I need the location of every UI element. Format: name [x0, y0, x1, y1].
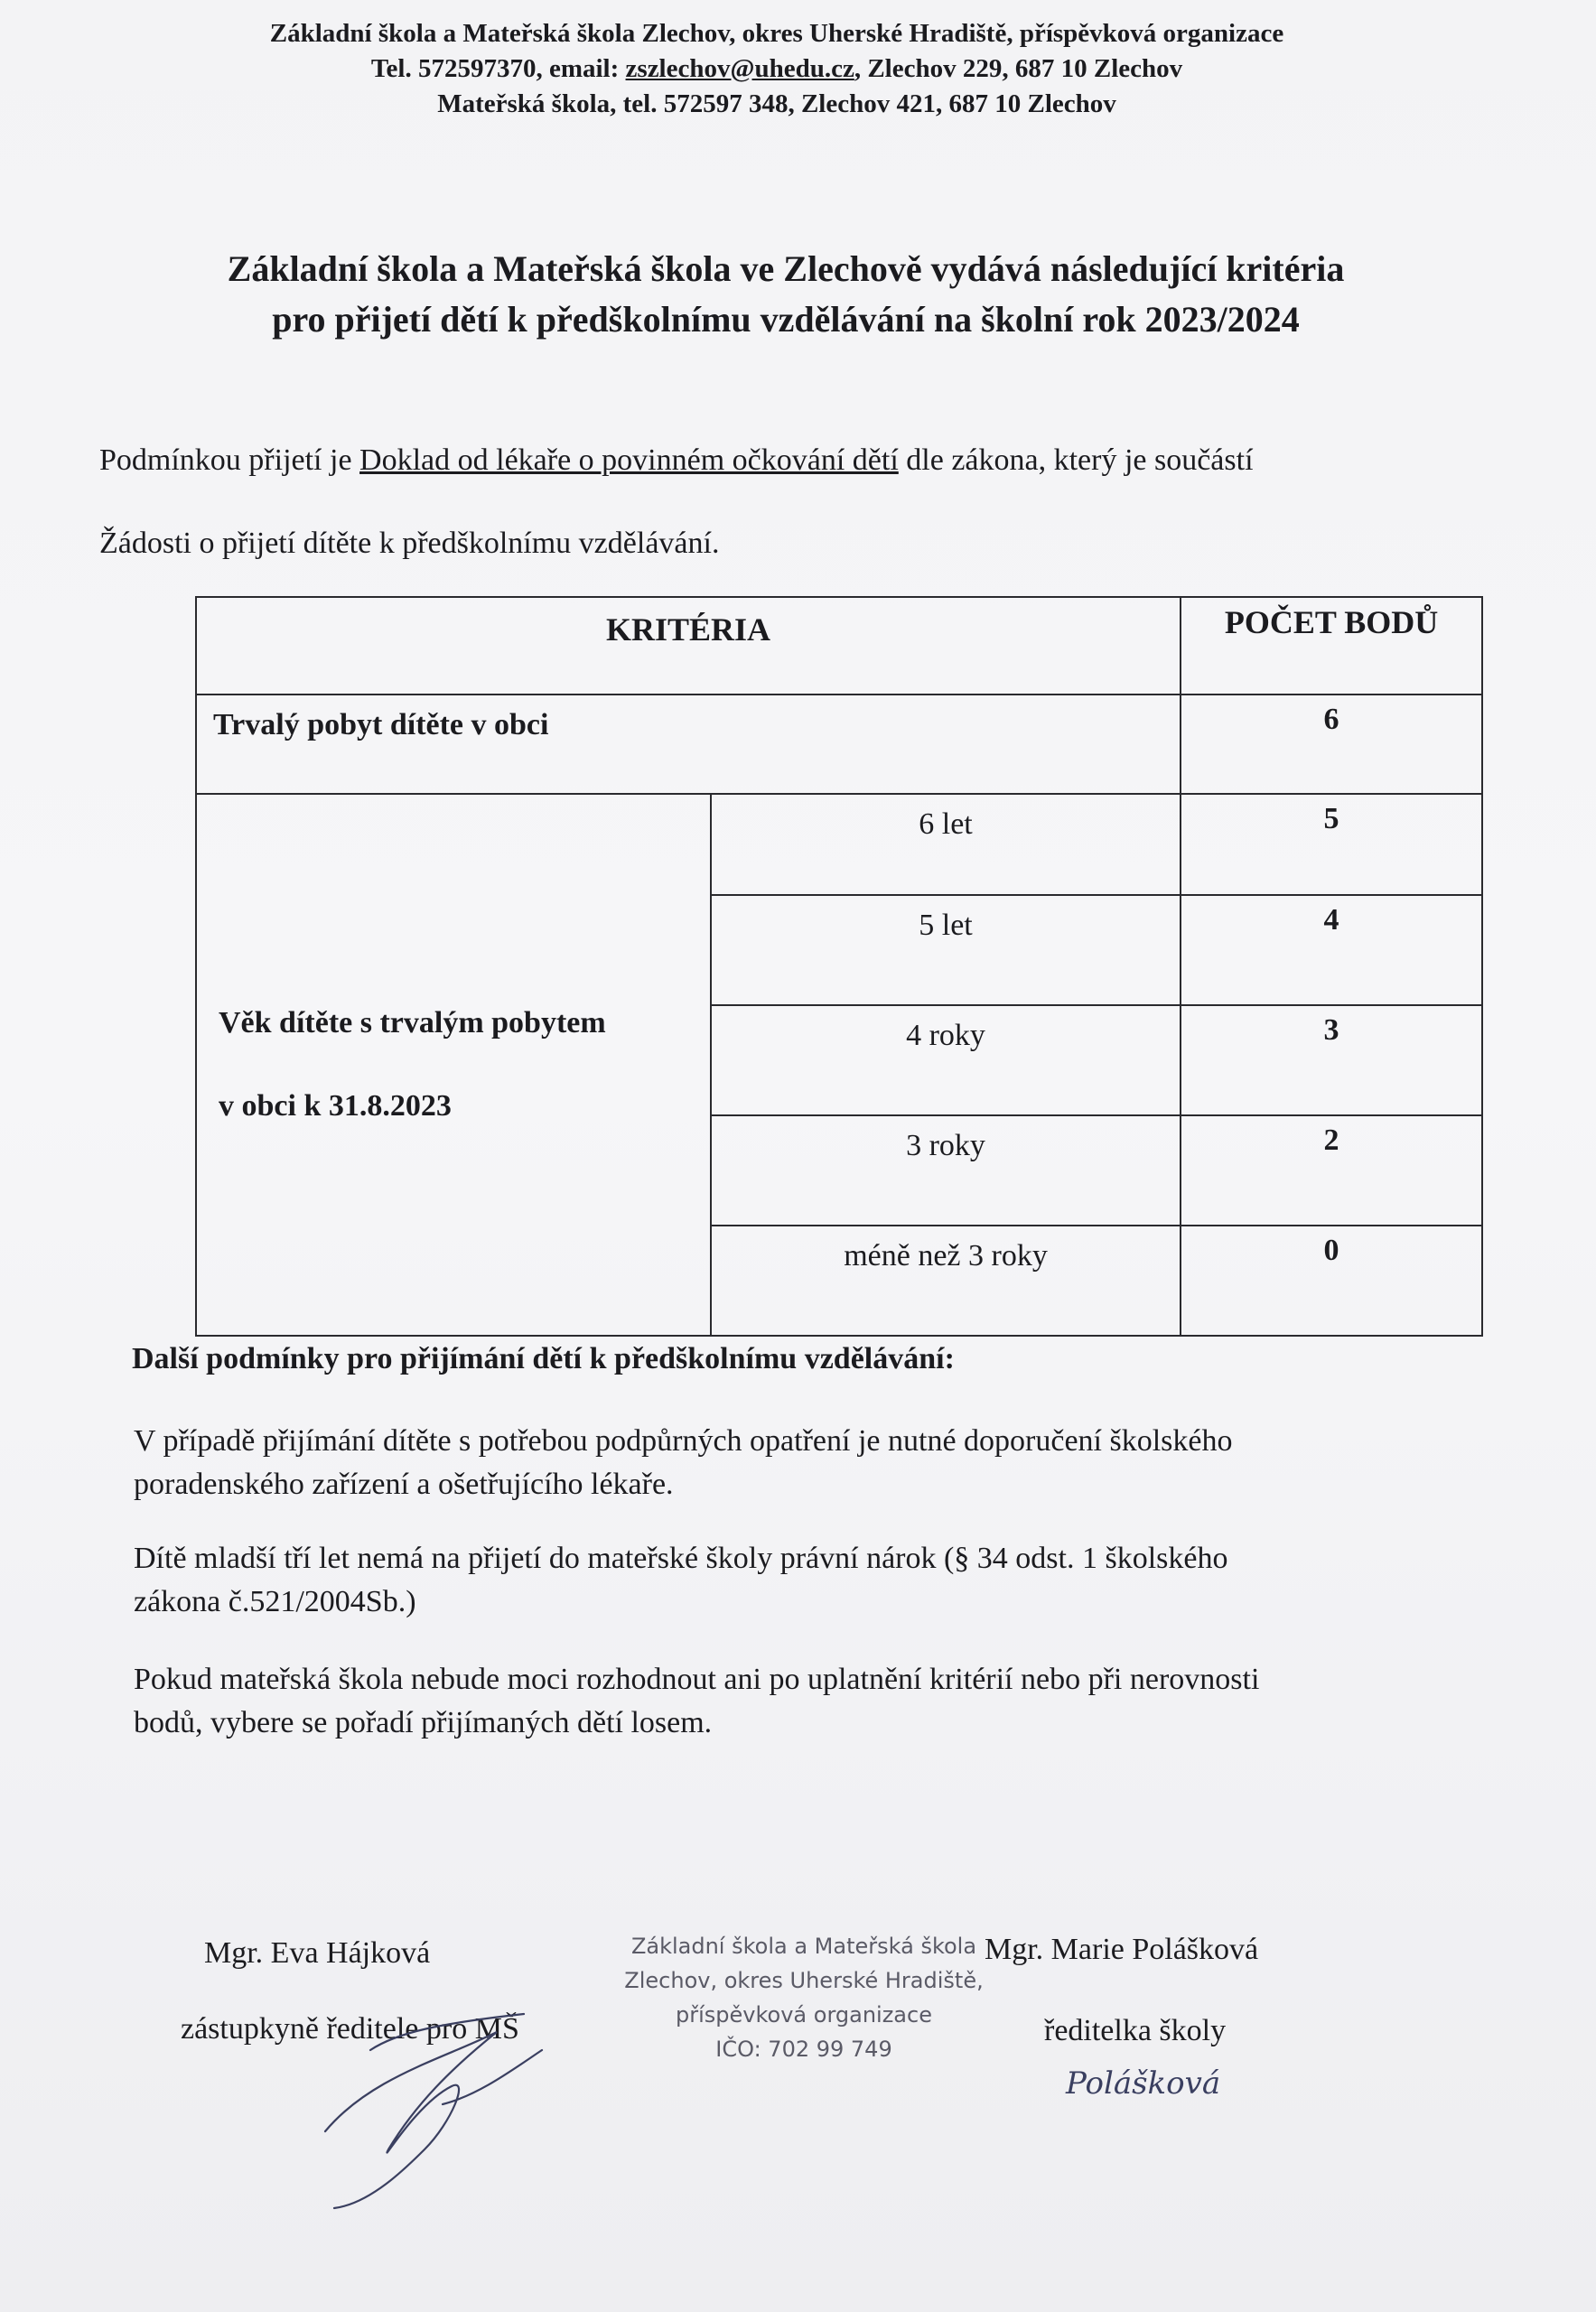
age-value: méně než 3 roky: [711, 1226, 1181, 1336]
points-residence: 6: [1181, 695, 1482, 794]
table-row: [196, 695, 1482, 794]
principal-name: Mgr. Marie Polášková: [985, 1933, 1259, 1966]
principal-signature-text: Polášková: [1066, 2065, 1221, 2102]
page-title: Základní škola a Mateřská škola ve Zlechově vydává následující kritéria pro přijetí dětí k předškolnímu vzdělávání na školní rok 2023/2024: [227, 248, 1345, 340]
age-value: 5 let: [711, 895, 1181, 1005]
age-points: 2: [1181, 1115, 1482, 1226]
condition-paragraph: V případě přijímání dítěte s potřebou podpůrných opatření je nutné doporučení školského poradenského zařízení a ošetřujícího lékaře.: [134, 1424, 1233, 1501]
letterhead-school-name: Základní škola a Mateřská škola Zlechov, okres Uherské Hradiště, příspěvková organizace: [269, 19, 1284, 48]
letterhead-contact: Tel. 572597370, email: zszlechov@uhedu.cz, Zlechov 229, 687 10 Zlechov: [370, 54, 1183, 83]
criterion-age: Věk dítěte s trvalým pobytem v obci k 31.8.2023: [196, 794, 711, 1336]
intro-line-1: Podmínkou přijetí je Doklad od lékaře o povinném očkování dětí dle zákona, který je součástí: [99, 443, 1254, 477]
table-header-row: [196, 597, 1482, 695]
criteria-table: [195, 596, 1483, 1337]
email-link[interactable]: zszlechov@uhedu.cz: [625, 54, 854, 83]
condition-paragraph: Pokud mateřská škola nebude moci rozhodnout ani po uplatnění kritérií nebo při nerovnosti bodů, vybere se pořadí přijímaných dětí losem.: [134, 1663, 1260, 1739]
school-stamp: Základní škola a Mateřská škola Zlechov, okres Uherské Hradiště, příspěvková organizace IČO: 702 99 749: [624, 1934, 984, 2062]
header-criteria: KRITÉRIA: [196, 597, 1181, 695]
table-row: [196, 794, 1482, 895]
deputy-signature-icon: [316, 1996, 551, 2213]
letterhead: [126, 16, 1427, 122]
age-points: 4: [1181, 895, 1482, 1005]
principal-role: ředitelka školy: [1044, 2014, 1227, 2047]
vaccination-requirement: Doklad od lékaře o povinném očkování dětí: [359, 443, 899, 477]
age-points: 0: [1181, 1226, 1482, 1336]
age-value: 6 let: [711, 794, 1181, 895]
deputy-role: zástupkyně ředitele pro MŠ: [181, 2012, 519, 2046]
conditions-title: Další podmínky pro přijímání dětí k předškolnímu vzdělávání:: [132, 1342, 955, 1375]
deputy-name: Mgr. Eva Hájková: [204, 1936, 431, 1970]
condition-paragraph: Dítě mladší tří let nemá na přijetí do mateřské školy právní nárok (§ 34 odst. 1 školského zákona č.521/2004Sb.): [134, 1542, 1228, 1618]
age-points: 3: [1181, 1005, 1482, 1115]
header-points: POČET BODŮ: [1181, 597, 1482, 695]
intro-line-2: Žádosti o přijetí dítěte k předškolnímu vzdělávání.: [99, 527, 720, 560]
criterion-residence: Trvalý pobyt dítěte v obci: [196, 695, 1181, 794]
age-points: 5: [1181, 794, 1482, 895]
principal-signature-icon: [1057, 2050, 1274, 2113]
letterhead-kindergarten: Mateřská škola, tel. 572597 348, Zlechov 421, 687 10 Zlechov: [437, 89, 1116, 118]
age-value: 3 roky: [711, 1115, 1181, 1226]
age-value: 4 roky: [711, 1005, 1181, 1115]
